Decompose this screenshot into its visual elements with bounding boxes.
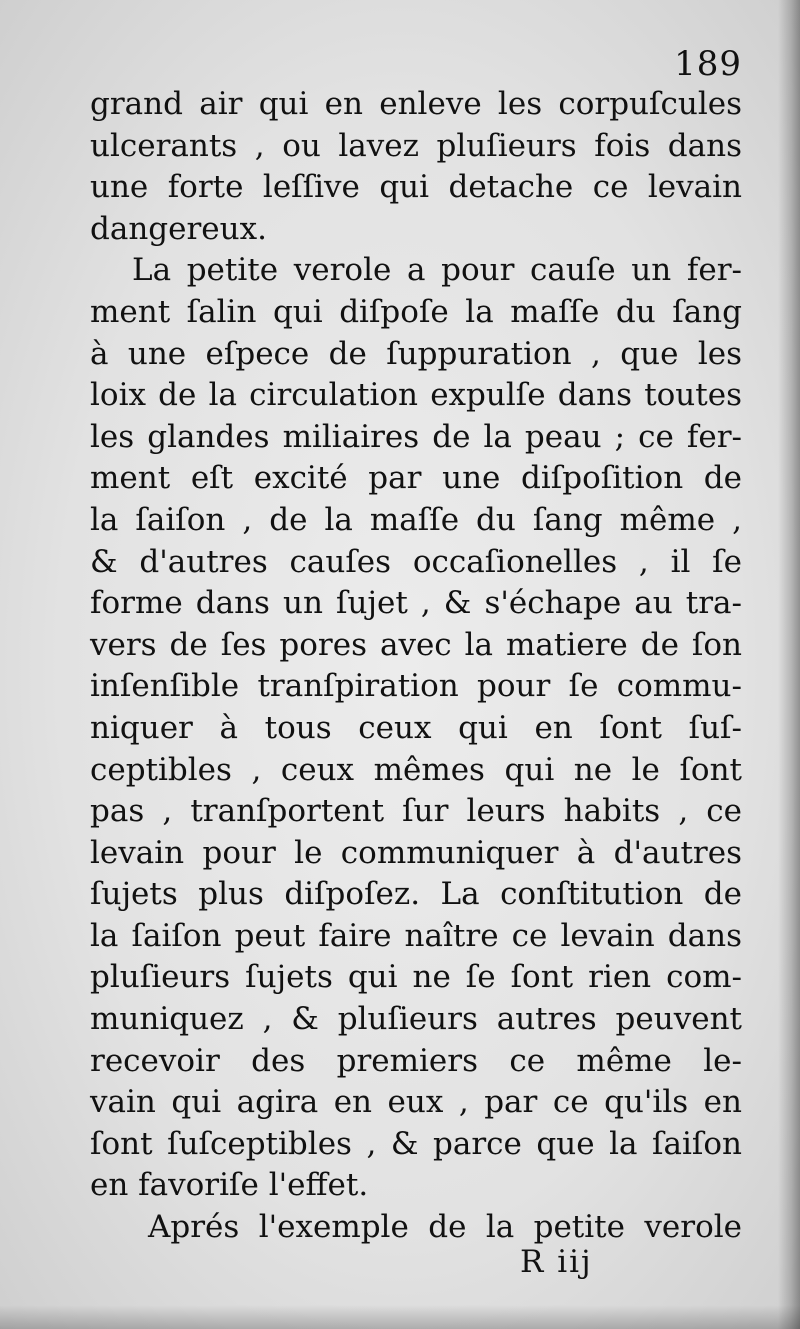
text-line: niquer à tous ceux qui en ſont ſuſ- — [90, 709, 742, 746]
text-line: ment ſalin qui diſpoſe la maſſe du ſang — [90, 293, 742, 330]
text-line: ment eſt excité par une diſpoſition de — [90, 460, 742, 497]
text-line: une forte leſſive qui detache ce levain — [90, 169, 742, 206]
text-line: La petite verole a pour cauſe un fer- — [132, 252, 742, 289]
text-line: en favoriſe l'effet. — [90, 1167, 369, 1204]
text-line: muniquez , & pluſieurs autres peuvent — [90, 1001, 742, 1038]
text-line: vers de ſes pores avec la matiere de ſon — [90, 626, 742, 663]
text-line: & d'autres cauſes occaſionelles , il ſe — [90, 543, 742, 580]
text-line: à une eſpece de ſuppuration , que les — [90, 335, 742, 372]
text-line: ſujets plus diſpoſez. La conſtitution de — [90, 876, 742, 913]
text-line: Aprés l'exemple de la petite verole — [148, 1209, 742, 1246]
text-line: les glandes miliaires de la peau ; ce fer- — [90, 418, 742, 455]
body-text — [90, 84, 742, 1249]
text-line: grand air qui en enleve les corpuſcules — [90, 86, 742, 122]
text-line: pluſieurs ſujets qui ne ſe ſont rien com- — [90, 959, 742, 996]
text-line: ceptibles , ceux mêmes qui ne le ſont — [90, 751, 742, 788]
signature-mark: R iij — [520, 1244, 593, 1280]
page-edge-shadow-right — [778, 0, 800, 1329]
text-line: loix de la circulation expulſe dans toutes — [90, 377, 742, 414]
page-edge-shadow-bottom — [0, 1305, 800, 1329]
text-line: recevoir des premiers ce même le- — [90, 1042, 742, 1079]
text-line: levain pour le communiquer à d'autres — [90, 834, 742, 871]
text-line: vain qui agira en eux , par ce qu'ils en — [90, 1084, 742, 1121]
page-number: 189 — [674, 44, 742, 84]
text-line: la ſaiſon peut faire naître ce levain dans — [90, 917, 742, 954]
text-line: ſont ſuſceptibles , & parce que la ſaiſon — [90, 1125, 742, 1162]
text-line: inſenſible tranſpiration pour ſe commu- — [90, 668, 742, 705]
text-line: forme dans un ſujet , & s'échape au tra- — [90, 585, 742, 622]
text-line: pas , tranſportent ſur leurs habits , ce — [90, 793, 742, 830]
text-line: dangereux. — [90, 210, 267, 247]
text-line: la ſaiſon , de la maſſe du ſang même , — [90, 501, 742, 538]
text-line: ulcerants , ou lavez pluſieurs fois dans — [90, 127, 742, 164]
